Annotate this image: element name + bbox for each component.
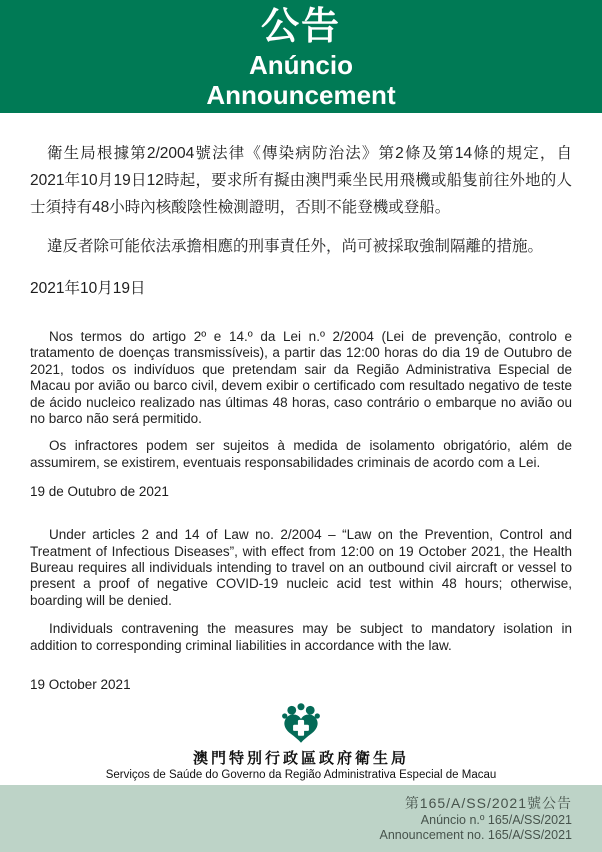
- footer-band: [0, 785, 602, 852]
- zh-paragraph-2: 違反者除可能依法承擔相應的刑事責任外，尚可被採取強制隔離的措施。: [47, 238, 544, 255]
- zh-paragraph-1: 衛生局根據第2/2004號法律《傳染病防治法》第2條及第14條的規定，自2021年10月19日12時起，要求所有擬由澳門乘坐民用飛機或船隻前往外地的人士須持有48小時內核酸陰性檢測證明，否則不能登機或登船。: [30, 145, 572, 216]
- footer-ref-pt: Anúncio n.º 165/A/SS/2021: [420, 813, 572, 827]
- org-name-zh: 澳門特別行政區政府衛生局: [192, 750, 409, 767]
- pt-paragraph-2: Os infractores podem ser sujeitos à medida de isolamento obrigatório, além de assumirem, se existirem, eventuais responsabilidades criminais de acordo com a Lei.: [30, 438, 572, 470]
- document-body: [0, 113, 602, 701]
- title-en: Announcement: [206, 80, 396, 110]
- en-paragraph-2: Individuals contravening the measures may be subject to mandatory isolation in addition to corresponding criminal liabilities in accordance with the law.: [30, 621, 572, 653]
- pt-paragraph-1: Nos termos do artigo 2º e 14.º da Lei n.º 2/2004 (Lei de prevenção, controlo e tratamento de doenças transmissíveis), a partir das 12:00 horas do dia 19 de Outubro de 2021, todos os indivíduos que pretendam sair da Região Administrativa Especial de Macau por avião ou barco civil, devem exibir o certificado com resultado negativo de teste de ácido nucleico realizado nas últimas 48 horas, caso contrário o embarque no avião ou no barco não será permitido.: [30, 329, 572, 427]
- org-name-pt: Serviços de Saúde do Governo da Região Administrativa Especial de Macau: [105, 769, 497, 781]
- footer-ref-en: Announcement no. 165/A/SS/2021: [379, 828, 572, 842]
- health-bureau-heart-cross-logo-icon: [279, 701, 323, 750]
- org-block: [0, 701, 602, 785]
- pt-date: 19 de Outubro de 2021: [30, 484, 169, 500]
- title-pt: Anúncio: [249, 50, 353, 80]
- zh-date: 2021年10月19日: [30, 280, 146, 297]
- en-paragraph-1: Under articles 2 and 14 of Law no. 2/2004 – “Law on the Prevention, Control and Treatment of Infectious Diseases”, with effect from 12:00 on 19 October 2021, the Health Bureau requires all individuals intending to travel on an outbound civil aircraft or vessel to present a proof of negative COVID-19 nucleic acid test within 48 hours; otherwise, boarding will be denied.: [30, 527, 572, 608]
- title-zh: 公告: [260, 6, 341, 48]
- footer-ref-zh: 第165/A/SS/2021號公告: [404, 795, 572, 811]
- en-date: 19 October 2021: [30, 677, 131, 693]
- header-banner: [0, 0, 602, 113]
